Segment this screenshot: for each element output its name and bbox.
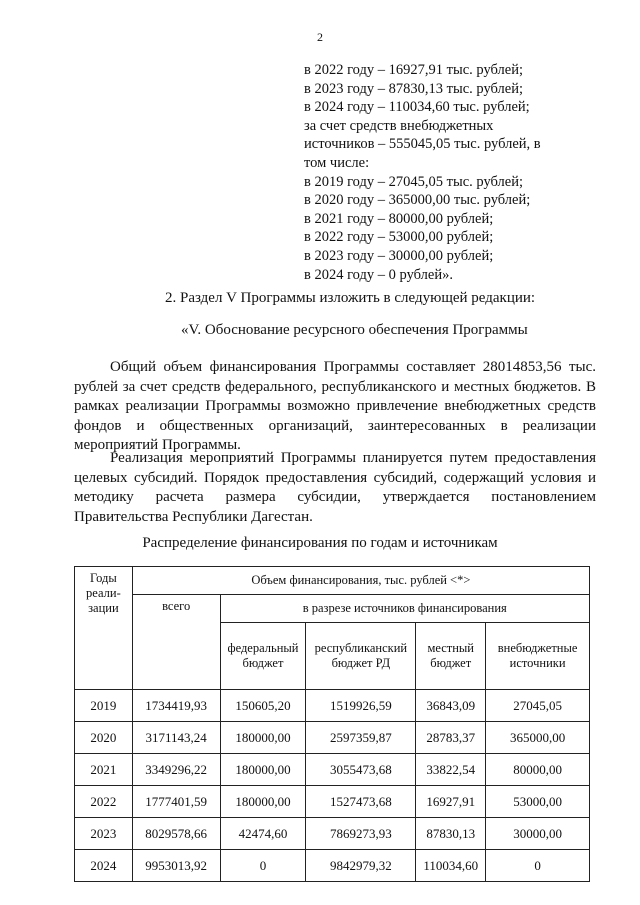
cell-republic: 2597359,87 (306, 722, 416, 754)
cell-local: 16927,91 (416, 786, 486, 818)
cell-federal: 180000,00 (220, 754, 306, 786)
table-row (75, 818, 590, 850)
cell-total: 9953013,92 (132, 850, 220, 882)
table-caption: Распределение финансирования по годам и источникам (142, 535, 498, 551)
cell-year: 2020 (75, 722, 133, 754)
funding-line: том числе: (304, 154, 370, 171)
cell-year: 2021 (75, 754, 133, 786)
table-row (75, 786, 590, 818)
cell-total: 8029578,66 (132, 818, 220, 850)
paragraph-subsidies: Реализация мероприятий Программы планируется путем предоставления целевых субсидий. Порядок предоставления субсидий, содержащий условия и методику расчета размера субсидии, утверждается постановлением Правительства Республики Дагестан. (74, 450, 596, 525)
header-republic: республиканский бюджет РД (306, 623, 416, 690)
cell-local: 28783,37 (416, 722, 486, 754)
funding-line: в 2024 году – 110034,60 тыс. рублей; (304, 99, 530, 116)
cell-total: 3171143,24 (132, 722, 220, 754)
header-federal: федеральный бюджет (220, 623, 306, 690)
funding-breakdown-list (304, 61, 604, 284)
cell-extra: 53000,00 (486, 786, 590, 818)
header-total: всего (132, 595, 220, 690)
cell-federal: 180000,00 (220, 722, 306, 754)
cell-federal: 0 (220, 850, 306, 882)
table-row (75, 690, 590, 722)
cell-extra: 27045,05 (486, 690, 590, 722)
header-volume: Объем финансирования, тыс. рублей <*> (132, 567, 589, 595)
cell-extra: 30000,00 (486, 818, 590, 850)
cell-local: 33822,54 (416, 754, 486, 786)
funding-line: в 2021 году – 80000,00 рублей; (304, 210, 494, 227)
cell-republic: 3055473,68 (306, 754, 416, 786)
table-row (75, 850, 590, 882)
cell-republic: 1527473,68 (306, 786, 416, 818)
cell-republic: 7869273,93 (306, 818, 416, 850)
cell-year: 2023 (75, 818, 133, 850)
funding-line: в 2024 году – 0 рублей». (304, 266, 453, 283)
funding-line: в 2023 году – 30000,00 рублей; (304, 247, 494, 264)
cell-year: 2022 (75, 786, 133, 818)
funding-line: в 2022 году – 53000,00 рублей; (304, 229, 494, 246)
cell-year: 2019 (75, 690, 133, 722)
cell-year: 2024 (75, 850, 133, 882)
cell-federal: 42474,60 (220, 818, 306, 850)
table-row (75, 754, 590, 786)
subsection-title: «V. Обоснование ресурсного обеспечения Программы (181, 322, 528, 338)
header-by-source: в разрезе источников финансирования (220, 595, 589, 623)
funding-table (74, 566, 590, 882)
cell-total: 1777401,59 (132, 786, 220, 818)
cell-republic: 1519926,59 (306, 690, 416, 722)
cell-republic: 9842979,32 (306, 850, 416, 882)
page-number: 2 (317, 30, 323, 44)
cell-federal: 180000,00 (220, 786, 306, 818)
funding-line: в 2023 году – 87830,13 тыс. рублей; (304, 80, 524, 97)
header-extra: внебюджетные источники (486, 623, 590, 690)
cell-total: 1734419,93 (132, 690, 220, 722)
cell-local: 110034,60 (416, 850, 486, 882)
cell-total: 3349296,22 (132, 754, 220, 786)
funding-line: источников – 555045,05 тыс. рублей, в (304, 136, 541, 153)
funding-line: в 2020 году – 365000,00 тыс. рублей; (304, 192, 531, 209)
funding-line: в 2022 году – 16927,91 тыс. рублей; (304, 62, 524, 78)
cell-extra: 0 (486, 850, 590, 882)
table-row (75, 722, 590, 754)
cell-extra: 80000,00 (486, 754, 590, 786)
cell-local: 87830,13 (416, 818, 486, 850)
funding-line: в 2019 году – 27045,05 тыс. рублей; (304, 173, 524, 190)
section-heading: 2. Раздел V Программы изложить в следующей редакции: (165, 290, 536, 306)
cell-federal: 150605,20 (220, 690, 306, 722)
header-local: местный бюджет (416, 623, 486, 690)
cell-extra: 365000,00 (486, 722, 590, 754)
cell-local: 36843,09 (416, 690, 486, 722)
header-years: Годы реали-зации (75, 567, 133, 690)
funding-line: за счет средств внебюджетных (304, 117, 494, 134)
paragraph-total-funding: Общий объем финансирования Программы составляет 28014853,56 тыс. рублей за счет средств федерального, республиканского и местных бюджетов. В рамках реализации Программы возможно привлечение внебюджетных средств фондов и общественных организаций, заинтересованных в реализации мероприятий Программы. (74, 359, 596, 453)
